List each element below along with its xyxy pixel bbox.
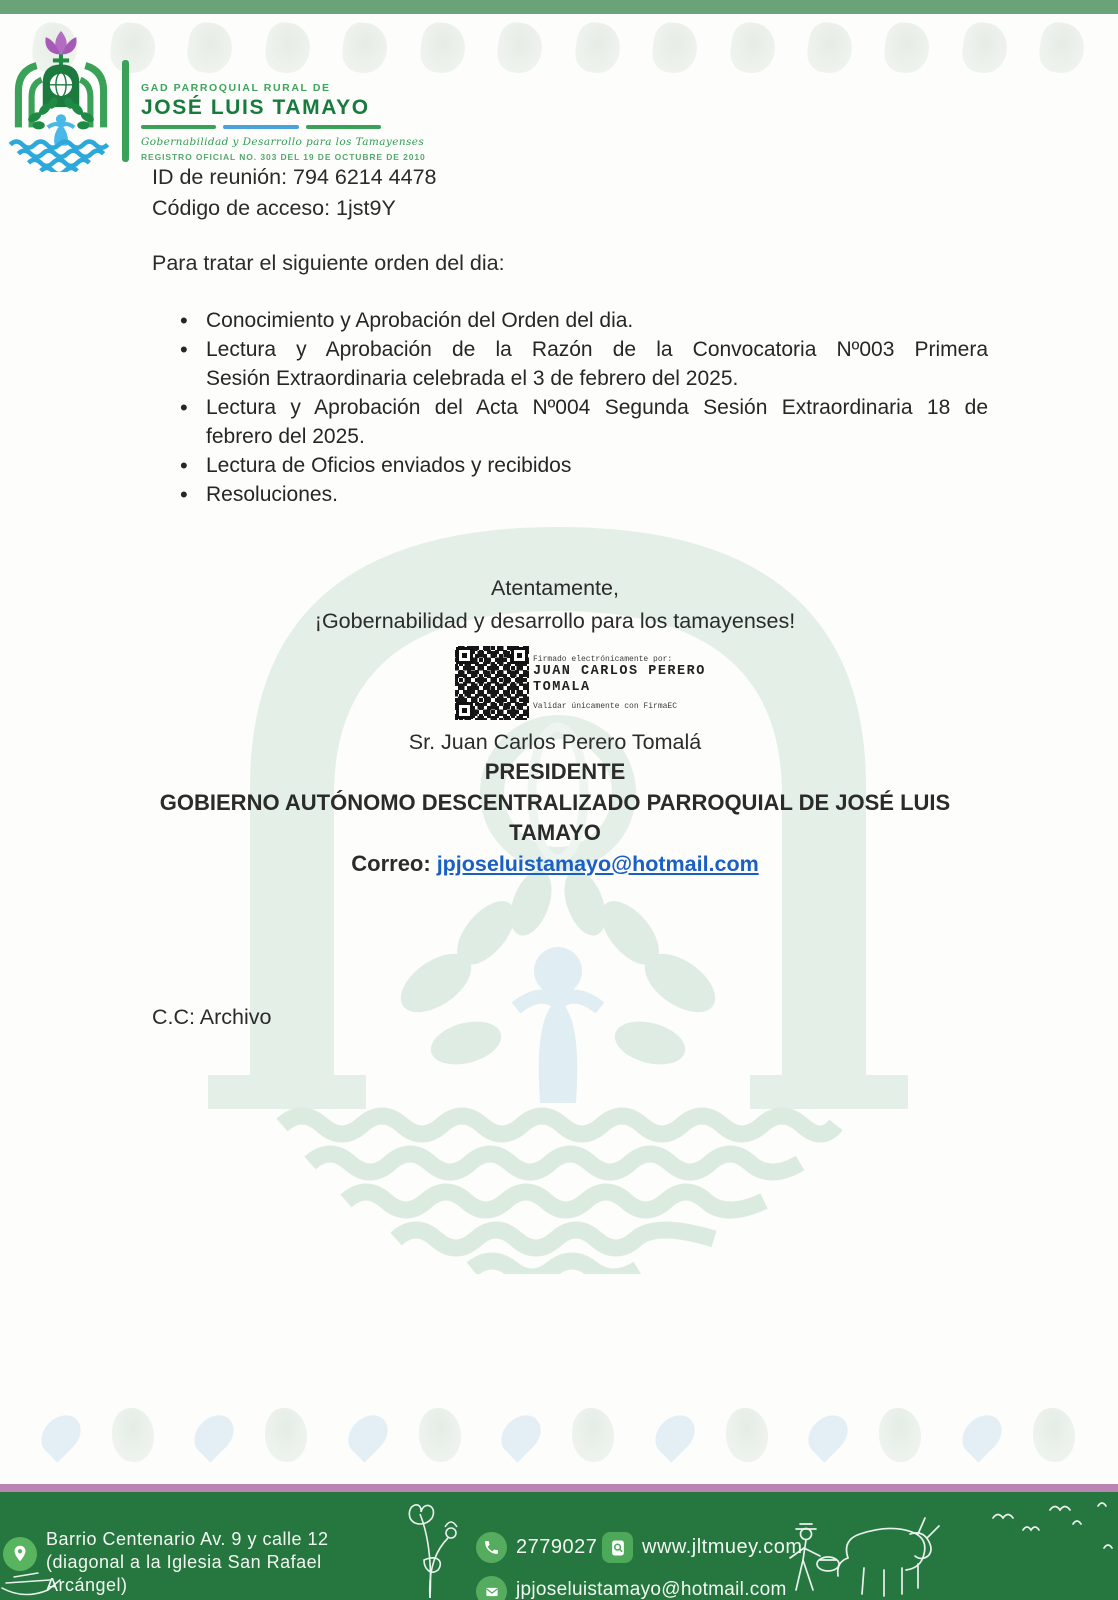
watermark-drop-shape: [647, 1407, 702, 1462]
watermark-drop-shape: [493, 1407, 548, 1462]
watermark-logo-shape: [572, 1408, 614, 1462]
watermark-drop-shape: [954, 1407, 1009, 1462]
org-type-label: GAD PARROQUIAL RURAL DE: [141, 82, 331, 94]
watermark-shape: [727, 20, 778, 76]
watermark-logo-shape: [1033, 1408, 1075, 1462]
watermark-shape: [495, 20, 546, 76]
stamp-signer-name: JUAN CARLOS PERERO TOMALA: [533, 664, 706, 695]
top-border-band: [0, 0, 1118, 14]
footer: [0, 1492, 1118, 1600]
watermark-pair: [504, 1408, 614, 1462]
footer-website: www.jltmuey.com: [642, 1536, 803, 1558]
email-label: Correo:: [351, 850, 431, 876]
watermark-pair: [811, 1408, 921, 1462]
closing-motto: ¡Gobernabilidad y desarrollo para los tamayenses!: [314, 608, 796, 633]
watermark-logo-shape: [726, 1408, 768, 1462]
footer-address: Barrio Centenario Av. 9 y calle 12 (diagonal a la Iglesia San Rafael Arcángel): [46, 1529, 329, 1595]
watermark-logo-shape: [265, 1408, 307, 1462]
agenda-item-text: febrero del 2025.: [206, 425, 365, 448]
signer-name: Sr. Juan Carlos Perero Tomalá: [408, 730, 702, 754]
boat-line-art: [0, 1568, 64, 1598]
email-link[interactable]: jpjoseluistamayo@hotmail.com: [436, 851, 759, 876]
footer-watermark-row: [0, 1388, 1118, 1482]
signer-org-line2: TAMAYO: [509, 820, 601, 846]
watermark-drop-shape: [33, 1407, 88, 1462]
agenda-list: [176, 306, 988, 509]
watermark-drop-shape: [340, 1407, 395, 1462]
watermark-logo-shape: [112, 1408, 154, 1462]
meeting-id-line: ID de reunión: 794 6214 4478: [152, 165, 437, 189]
watermark-logo-shape: [419, 1408, 461, 1462]
watermark-shape: [185, 20, 236, 76]
parish-emblem-logo: [4, 28, 118, 172]
footer-phone: 2779027: [516, 1536, 598, 1558]
watermark-shape: [263, 20, 314, 76]
signature-block: [130, 727, 980, 879]
agenda-item: [176, 451, 988, 480]
agenda-item-text: • Conocimiento y Aprobación del Orden del dia.: [206, 309, 634, 332]
signer-org-line1: GOBIERNO AUTÓNOMO DESCENTRALIZADO PARROQUIAL DE JOSÉ LUIS: [159, 789, 951, 815]
agenda-item: [176, 480, 988, 509]
agenda-item-text: • Resoluciones.: [206, 483, 338, 506]
agenda-item: [176, 393, 988, 451]
agenda-item-text: • Lectura y Aprobación del Acta Nº004 Segunda Sesión Extraordinaria 18 de: [206, 396, 988, 419]
watermark-pair: [658, 1408, 768, 1462]
watermark-shape: [650, 20, 701, 76]
closing-block: [130, 572, 980, 637]
closing-salutation: Atentamente,: [491, 576, 619, 600]
watermark-drop-shape: [186, 1407, 241, 1462]
qr-finder-pattern: [456, 702, 473, 719]
page-magnifier-icon: [602, 1532, 633, 1563]
email-line: [130, 849, 980, 879]
farmer-donkey-line-art: [768, 1496, 1118, 1598]
map-pin-icon: [3, 1537, 37, 1571]
watermark-shape: [960, 20, 1011, 76]
signer-title: PRESIDENTE: [484, 759, 626, 785]
agenda-item: [176, 306, 988, 335]
org-name: JOSÉ LUIS TAMAYO: [141, 96, 370, 119]
watermark-drop-shape: [800, 1407, 855, 1462]
flower-line-art: [388, 1498, 472, 1598]
watermark-shape: [340, 20, 391, 76]
envelope-icon: [476, 1576, 507, 1600]
agenda-item-text: • Lectura de Oficios enviados y recibidos: [206, 454, 572, 477]
footer-pink-divider: [0, 1484, 1118, 1492]
agenda-item: [176, 335, 988, 393]
watermark-shape: [882, 20, 933, 76]
agenda-item-text: • Lectura y Aprobación de la Razón de la Convocatoria Nº003 Primera: [206, 338, 988, 361]
letterhead-vertical-rule: [122, 60, 129, 162]
meeting-info: [152, 162, 437, 224]
watermark-shape: [1037, 20, 1088, 76]
header-watermark-row: [0, 16, 1118, 80]
stamp-validate-note: Validar únicamente con FirmaEC: [533, 702, 678, 711]
watermark-pair: [44, 1408, 154, 1462]
watermark-shape: [572, 20, 623, 76]
meeting-access-code-line: Código de acceso: 1jst9Y: [152, 196, 396, 220]
org-slogan: Gobernabilidad y Desarrollo para los Tamayenses: [141, 136, 425, 148]
phone-icon: [476, 1532, 507, 1563]
qr-finder-pattern: [511, 647, 528, 664]
electronic-signature-stamp: [455, 646, 753, 720]
official-registry-line: REGISTRO OFICIAL NO. 303 DEL 19 DE OCTUBRE DE 2010: [141, 152, 426, 162]
watermark-pair: [351, 1408, 461, 1462]
watermark-logo-shape: [879, 1408, 921, 1462]
qr-finder-pattern: [456, 647, 473, 664]
letterhead-rule: [141, 125, 381, 129]
watermark-pair: [965, 1408, 1075, 1462]
agenda-intro: Para tratar el siguiente orden del dia:: [152, 251, 505, 275]
watermark-pair: [197, 1408, 307, 1462]
watermark-shape: [417, 20, 468, 76]
stamp-signed-label: Firmado electrónicamente por:: [533, 655, 673, 664]
agenda-item-text: Sesión Extraordinaria celebrada el 3 de febrero del 2025.: [206, 367, 739, 390]
qr-code: [455, 646, 529, 720]
cc-line: C.C: Archivo: [152, 1005, 272, 1029]
watermark-shape: [805, 20, 856, 76]
footer-email: jpjoseluistamayo@hotmail.com: [516, 1579, 787, 1600]
